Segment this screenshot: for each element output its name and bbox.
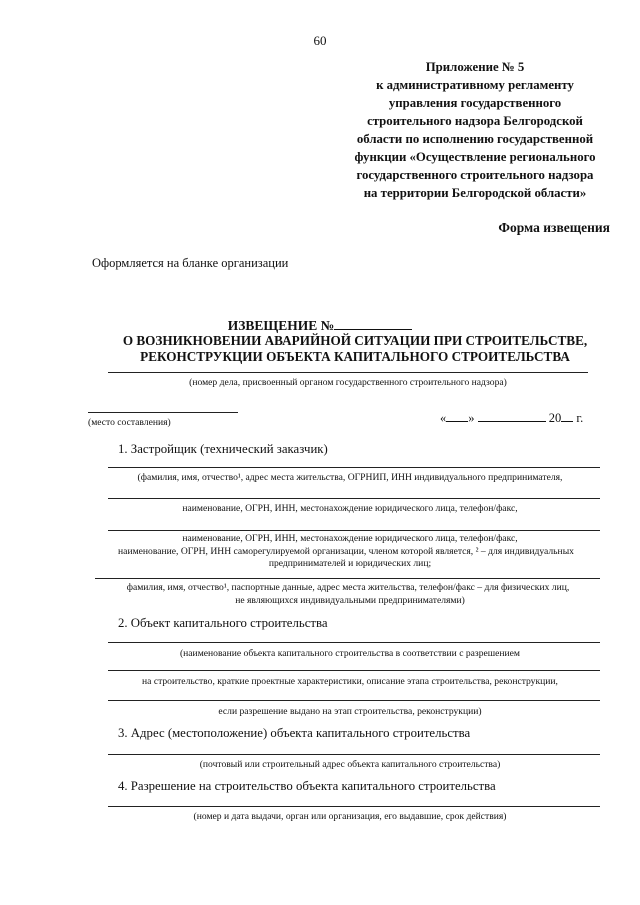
section-1-line-4[interactable] <box>95 578 600 579</box>
section-3-line[interactable] <box>108 754 600 755</box>
section-4-caption: (номер и дата выдачи, орган или организация, его выдавшие, срок действия) <box>193 811 507 822</box>
date-year-prefix: 20 <box>548 411 562 425</box>
section-4-heading: 4. Разрешение на строительство объекта капитального строительства <box>118 779 496 793</box>
section-2-line-2[interactable] <box>108 670 600 671</box>
blank-note: Оформляется на бланке организации <box>92 256 289 270</box>
section-1-caption-3: наименование, ОГРН, ИНН, местонахождение юридического лица, телефон/факс, <box>182 533 518 544</box>
appendix-line: к административному регламенту <box>376 78 574 92</box>
date-quote-open: « <box>440 411 447 425</box>
section-2-caption-2: на строительство, краткие проектные характеристики, описание этапа строительства, реконструкции, <box>142 676 558 687</box>
section-1-caption-4: наименование, ОГРН, ИНН саморегулируемой организации, членом которой является, ² – для индивидуальных <box>118 546 574 557</box>
section-1-line-2[interactable] <box>108 498 600 499</box>
date-field[interactable] <box>440 410 583 426</box>
date-month-blank[interactable] <box>478 410 546 422</box>
page-number: 60 <box>313 33 327 48</box>
notice-subtitle-2: РЕКОНСТРУКЦИИ ОБЪЕКТА КАПИТАЛЬНОГО СТРОИТЕЛЬСТВА <box>140 349 570 364</box>
section-1-line-1[interactable] <box>108 467 600 468</box>
appendix-line: Приложение № 5 <box>425 60 525 74</box>
appendix-line: управления государственного <box>388 96 562 110</box>
section-1-caption-2: наименование, ОГРН, ИНН, местонахождение юридического лица, телефон/факс, <box>182 503 518 514</box>
notice-subtitle-1: О ВОЗНИКНОВЕНИИ АВАРИЙНОЙ СИТУАЦИИ ПРИ СТРОИТЕЛЬСТВЕ, <box>122 333 588 348</box>
date-year-blank[interactable] <box>561 410 573 422</box>
place-caption: (место составления) <box>88 417 171 428</box>
case-number-caption: (номер дела, присвоенный органом государственного строительного надзора) <box>189 377 507 388</box>
appendix-header <box>330 58 620 202</box>
notice-number-field[interactable] <box>334 316 412 330</box>
section-1-caption-5: предпринимателей и юридических лиц; <box>268 558 432 569</box>
section-2-line-1[interactable] <box>108 642 600 643</box>
case-number-line[interactable] <box>108 372 588 373</box>
appendix-line: области по исполнению государственной <box>356 132 594 146</box>
section-2-caption-3: если разрешение выдано на этап строительства, реконструкции) <box>218 706 482 717</box>
appendix-line: государственного строительного надзора <box>356 168 594 182</box>
form-title: Форма извещения <box>498 220 610 235</box>
place-line[interactable] <box>88 412 238 413</box>
section-3-caption: (почтовый или строительный адрес объекта капитального строительства) <box>199 759 501 770</box>
date-day-blank[interactable] <box>446 410 468 422</box>
section-1-caption-1: (фамилия, имя, отчество¹, адрес места жительства, ОГРНИП, ИНН индивидуального предпринимателя, <box>137 472 563 483</box>
section-2-heading: 2. Объект капитального строительства <box>118 616 328 630</box>
notice-title-text: ИЗВЕЩЕНИЕ № <box>227 318 335 333</box>
appendix-line: на территории Белгородской области» <box>363 186 587 200</box>
appendix-line: строительного надзора Белгородской <box>367 114 583 128</box>
section-1-caption-6: фамилия, имя, отчество¹, паспортные данные, адрес места жительства, телефон/факс – для физических лиц, <box>126 582 570 593</box>
section-2-caption-1: (наименование объекта капитального строительства в соответствии с разрешением <box>179 648 521 659</box>
section-4-line[interactable] <box>108 806 600 807</box>
date-year-suffix: г. <box>576 411 584 425</box>
section-1-heading: 1. Застройщик (технический заказчик) <box>118 442 328 456</box>
section-1-caption-7: не являющихся индивидуальными предпринимателями) <box>235 595 465 606</box>
date-quote-close: » <box>468 411 475 425</box>
appendix-line: функции «Осуществление регионального <box>354 150 596 164</box>
section-3-heading: 3. Адрес (местоположение) объекта капитального строительства <box>118 726 471 740</box>
section-2-line-3[interactable] <box>108 700 600 701</box>
notice-title <box>0 316 640 334</box>
section-1-line-3[interactable] <box>108 530 600 531</box>
